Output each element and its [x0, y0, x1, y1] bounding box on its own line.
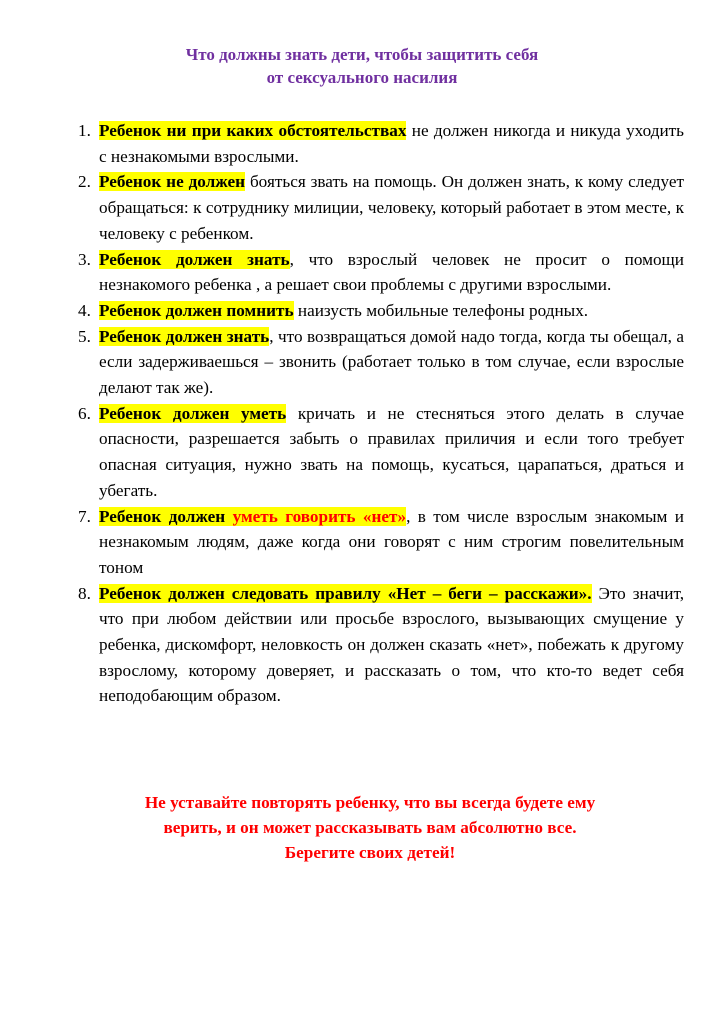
title-line-1: Что должны знать дети, чтобы защитить себя: [185, 45, 539, 64]
rule-item-4: [58, 298, 684, 324]
document-title: [100, 43, 624, 89]
rule-highlight: Ребенок должен знать: [99, 249, 290, 269]
rule-text: , что возвращаться домой надо тогда, когда ты обещал, а если задерживаешься – звонить (работает только в том случае, если взрослые делают так же).: [99, 326, 684, 398]
rule-text: не должен никогда и никуда уходить с незнакомыми взрослыми.: [99, 121, 685, 166]
rules-list: [58, 118, 684, 709]
rule-text: бояться звать на помощь. Он должен знать, к кому следует обращаться: к сотруднику милиции, человеку, который работает в этом месте, к человеку с ребенком.: [99, 172, 684, 243]
rule-text: наизусть мобильные телефоны родных.: [293, 300, 589, 320]
rule-highlight: Ребенок не должен: [99, 172, 246, 192]
rule-text: , что взрослый человек не просит о помощи незнакомого ребенка , а решает свои проблемы с другими взрослыми.: [99, 249, 684, 295]
rule-number: 7.: [78, 506, 91, 526]
rule-highlight: Ребенок должен уметь: [99, 403, 287, 423]
rule-text: , в том числе взрослым знакомым и незнакомым людям, даже когда они говорят с ним строгим повелительным тоном: [99, 506, 684, 577]
title-line-2: от сексуального насилия: [266, 68, 458, 87]
rule-highlight: Ребенок должен помнить: [99, 300, 294, 320]
footer-message: [80, 790, 660, 865]
rule-item-2: [58, 169, 684, 246]
rule-highlight: Ребенок ни при каких обстоятельствах: [99, 121, 407, 140]
rule-highlight-red: уметь говорить «нет»: [232, 506, 407, 526]
rule-number: 6.: [78, 403, 91, 423]
rule-item-6: [58, 401, 684, 504]
rule-number: 4.: [78, 300, 91, 320]
rule-number: 8.: [78, 583, 91, 603]
rule-number: 3.: [78, 249, 91, 269]
rule-text: кричать и не стесняться этого делать в случае опасности, разрешается забыть о правилах приличия и если того требует опасная ситуация, нужно звать на помощь, кусаться, царапаться, драться и убегать.: [99, 403, 684, 500]
footer-line-3: Берегите своих детей!: [284, 843, 456, 862]
rule-highlight: Ребенок должен знать: [99, 326, 270, 346]
rule-item-1: [58, 118, 684, 169]
rule-item-8: [58, 581, 684, 710]
rule-item-5: [58, 324, 684, 401]
rule-number: 1.: [78, 121, 91, 140]
rule-item-7: [58, 504, 684, 581]
rule-number: 5.: [78, 326, 91, 346]
rule-text: Это значит, что при любом действии или просьбе взрослого, вызывающих смущение у ребенка, дискомфорт, неловкость он должен сказать «нет», побежать к другому взрослому, которому доверяет, и рассказать о том, что кто-то ведет себя неподобающим образом.: [99, 583, 684, 706]
rule-highlight: Ребенок должен: [99, 506, 233, 526]
rule-number: 2.: [78, 172, 91, 192]
rule-highlight: Ребенок должен следовать правилу «Нет – беги – расскажи».: [99, 583, 592, 603]
footer-line-1: Не уставайте повторять ребенку, что вы всегда будете ему: [144, 793, 596, 812]
rule-item-3: [58, 247, 684, 298]
footer-line-2: верить, и он может рассказывать вам абсолютно все.: [163, 818, 577, 837]
